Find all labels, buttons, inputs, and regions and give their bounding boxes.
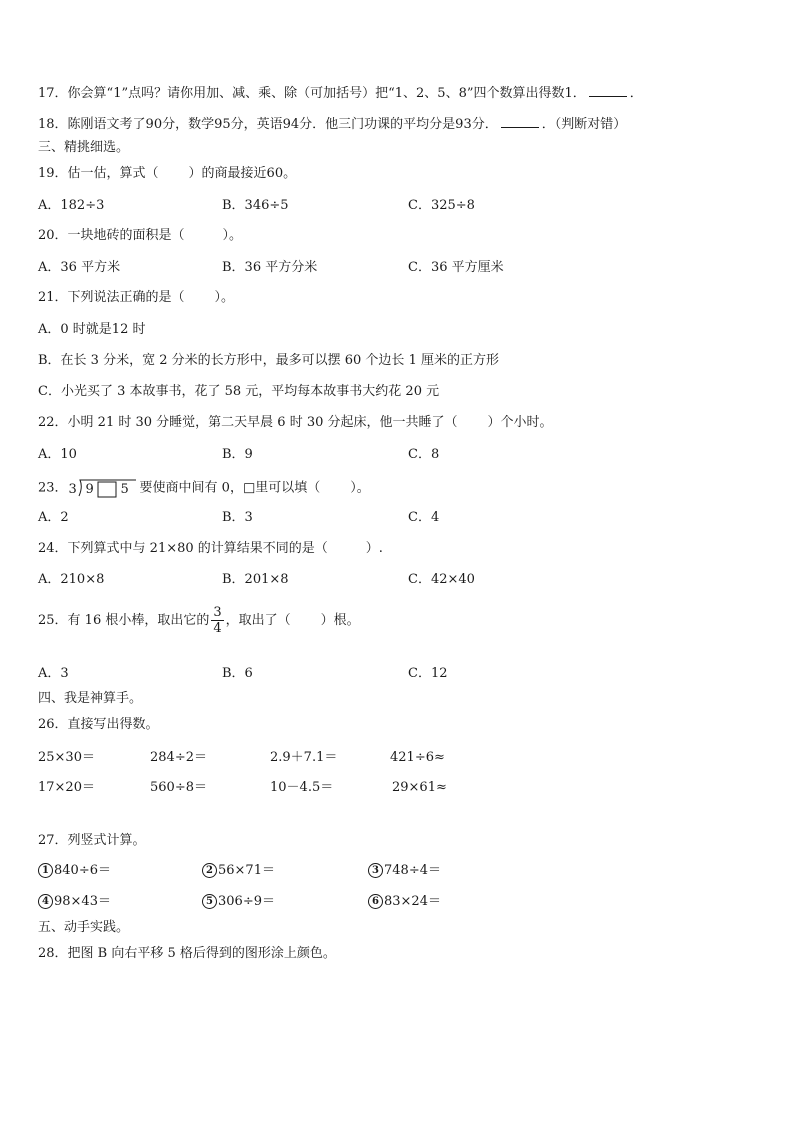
q21-option-c[interactable]: C．小光买了 3 本故事书，花了 58 元，平均每本故事书大约花 20 元	[38, 384, 440, 399]
fraction	[211, 605, 223, 636]
vertical-calc-item: 1 840÷6＝	[38, 863, 111, 879]
circled-number-icon: 1	[38, 863, 53, 878]
q23-option-a[interactable]: A．2	[38, 510, 69, 525]
mental-calc: 17×20＝	[38, 780, 95, 795]
section-3-heading: 三、精挑细选。	[38, 140, 130, 155]
question-27-title: 27．列竖式计算。	[38, 833, 146, 848]
fraction-denominator: 4	[213, 621, 222, 636]
q20-option-b[interactable]: B．36 平方分米	[222, 260, 318, 275]
question-17: 17．你会算“1”点吗？请你用加、减、乘、除（可加括号）把“1、2、5、8”四个数算出得数1． ．	[38, 86, 643, 101]
vertical-calc-item: 3 748÷4＝	[368, 863, 441, 879]
circled-number-icon: 5	[202, 894, 217, 909]
divisor: 3	[68, 482, 77, 497]
section-4-heading: 四、我是神算手。	[38, 691, 143, 706]
mental-calc: 421÷6≈	[390, 750, 445, 765]
fraction-numerator: 3	[213, 605, 222, 620]
q25-option-a[interactable]: A．3	[38, 666, 69, 681]
q21-option-a[interactable]: A．0 时就是12 时	[38, 322, 146, 337]
q19-option-a[interactable]: A．182÷3	[38, 198, 105, 213]
q23-option-b[interactable]: B．3	[222, 510, 253, 525]
q22-option-b[interactable]: B．9	[222, 447, 253, 462]
q19-option-c[interactable]: C．325÷8	[408, 198, 475, 213]
long-division-figure	[68, 478, 138, 498]
mental-calc: 25×30＝	[38, 750, 95, 765]
question-24: 24．下列算式中与 21×80 的计算结果不同的是（ ）.	[38, 541, 383, 556]
vertical-calc-item: 6 83×24＝	[368, 894, 441, 910]
missing-digit-box[interactable]	[98, 482, 116, 497]
q24-option-c[interactable]: C．42×40	[408, 572, 475, 587]
circled-number-icon: 4	[38, 894, 53, 909]
q20-option-a[interactable]: A．36 平方米	[38, 260, 121, 275]
mental-calc: 29×61≈	[392, 780, 447, 795]
q20-option-c[interactable]: C．36 平方厘米	[408, 260, 504, 275]
dividend-digit-3: 5	[120, 482, 129, 497]
q19-option-b[interactable]: B．346÷5	[222, 198, 289, 213]
q21-option-b[interactable]: B．在长 3 分米，宽 2 分米的长方形中，最多可以摆 60 个边长 1 厘米的正方形	[38, 353, 499, 368]
question-22: 22．小明 21 时 30 分睡觉，第二天早晨 6 时 30 分起床，他一共睡了（ ）个小时。	[38, 415, 553, 430]
question-25: 25．有 16 根小棒，取出它的 $\frac{3}{4}$ ，取出了（ ）根。	[38, 605, 360, 636]
q22-option-c[interactable]: C．8	[408, 447, 440, 462]
mental-calc: 10－4.5＝	[270, 780, 334, 795]
vertical-calc-item: 2 56×71＝	[202, 863, 275, 879]
answer-blank[interactable]	[589, 84, 627, 97]
mental-calc: 2.9＋7.1＝	[270, 750, 338, 765]
mental-calc: 560÷8＝	[150, 780, 207, 795]
vertical-calc-item: 4 98×43＝	[38, 894, 111, 910]
q24-option-a[interactable]: A．210×8	[38, 572, 105, 587]
q25-option-b[interactable]: B．6	[222, 666, 253, 681]
q22-option-a[interactable]: A．10	[38, 447, 77, 462]
section-5-heading: 五、动手实践。	[38, 920, 130, 935]
mental-calc: 284÷2＝	[150, 750, 207, 765]
question-26-title: 26．直接写出得数。	[38, 717, 159, 732]
circled-number-icon: 3	[368, 863, 383, 878]
question-23: 23． 3 9 5 要使商中间有 0，□里可以填（ ）。	[38, 478, 370, 499]
dividend-digit-1: 9	[85, 482, 94, 497]
question-21: 21．下列说法正确的是（ ）。	[38, 290, 235, 305]
circled-number-icon: 2	[202, 863, 217, 878]
answer-blank[interactable]	[501, 115, 539, 128]
q23-option-c[interactable]: C．4	[408, 510, 440, 525]
question-18: 18．陈刚语文考了90分，数学95分，英语94分．他三门功课的平均分是93分． ．（判断对错）	[38, 117, 627, 132]
q24-option-b[interactable]: B．201×8	[222, 572, 289, 587]
circled-number-icon: 6	[368, 894, 383, 909]
question-28: 28．把图 B 向右平移 5 格后得到的图形涂上颜色。	[38, 946, 336, 961]
question-19: 19．估一估，算式（ ）的商最接近60。	[38, 166, 297, 181]
vertical-calc-item: 5 306÷9＝	[202, 894, 275, 910]
q25-option-c[interactable]: C．12	[408, 666, 448, 681]
question-20: 20．一块地砖的面积是（ ）。	[38, 228, 243, 243]
